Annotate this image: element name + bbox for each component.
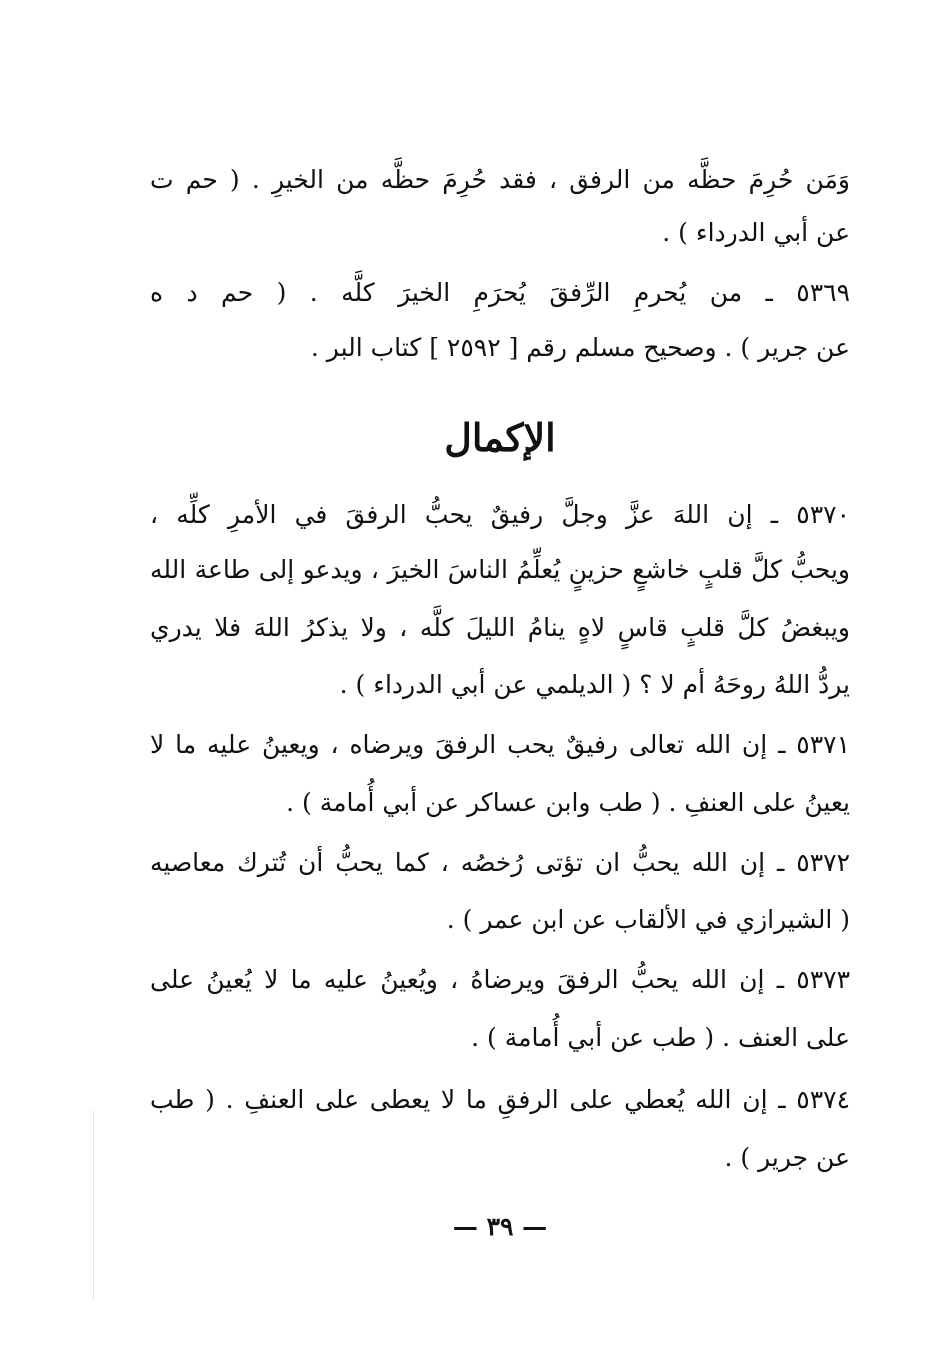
section-heading: الإكمال — [444, 415, 556, 460]
text-line: وَمَن حُرِمَ حظَّه من الرفق ، فقد حُرِمَ حظَّه من الخيرِ . ( حم ت — [150, 165, 850, 194]
text-line: يعينُ على العنفِ . ( طب وابن عساكر عن أبي أُمامة ) . — [286, 788, 850, 817]
hadith-5369-line: ٥٣٦٩ ـ من يُحرمِ الرِّفقَ يُحرَمِ الخيرَ كلَّه . ( حم د ه — [150, 278, 850, 307]
text-line: ويبغضُ كلَّ قلبٍ قاسٍ لاهٍ ينامُ الليلَ كلَّه ، ولا يذكرُ اللهَ فلا يدري — [150, 613, 850, 642]
hadith-5373-line: ٥٣٧٣ ـ إن الله يحبُّ الرفقَ ويرضاهُ ، ويُعينُ عليه ما لا يُعينُ على — [150, 965, 850, 994]
page-number: — ٣٩ — — [452, 1212, 548, 1241]
scan-margin-line — [93, 1110, 94, 1300]
text-line: عن جرير ) . وصحيح مسلم رقم [ ٢٥٩٢ ] كتاب البر . — [310, 333, 850, 362]
text-line: ( الشيرازي في الألقاب عن ابن عمر ) . — [446, 905, 850, 934]
hadith-5372-line: ٥٣٧٢ ـ إن الله يحبُّ ان تؤتى رُخصُه ، كما يحبُّ أن تُترك معاصيه — [150, 848, 850, 877]
hadith-5374-line: ٥٣٧٤ ـ إن الله يُعطي على الرفقِ ما لا يعطى على العنفِ . ( طب — [150, 1085, 850, 1114]
text-line: عن أبي الدرداء ) . — [662, 218, 850, 247]
text-line: عن جرير ) . — [724, 1143, 850, 1172]
text-line: ويحبُّ كلَّ قلبٍ خاشعٍ حزينٍ يُعلِّمُ الناسَ الخيرَ ، ويدعو إلى طاعة الله — [150, 555, 850, 584]
text-line: يردُّ اللهُ روحَهُ أم لا ؟ ( الديلمي عن أبي الدرداء ) . — [339, 670, 850, 699]
hadith-5370-line: ٥٣٧٠ ـ إن اللهَ عزَّ وجلَّ رفيقٌ يحبُّ الرفقَ في الأمرِ كلِّه ، — [150, 500, 850, 529]
hadith-5371-line: ٥٣٧١ ـ إن الله تعالى رفيقٌ يحب الرفقَ ويرضاه ، ويعينُ عليه ما لا — [150, 730, 850, 759]
text-line: على العنف . ( طب عن أبي أُمامة ) . — [471, 1023, 850, 1052]
